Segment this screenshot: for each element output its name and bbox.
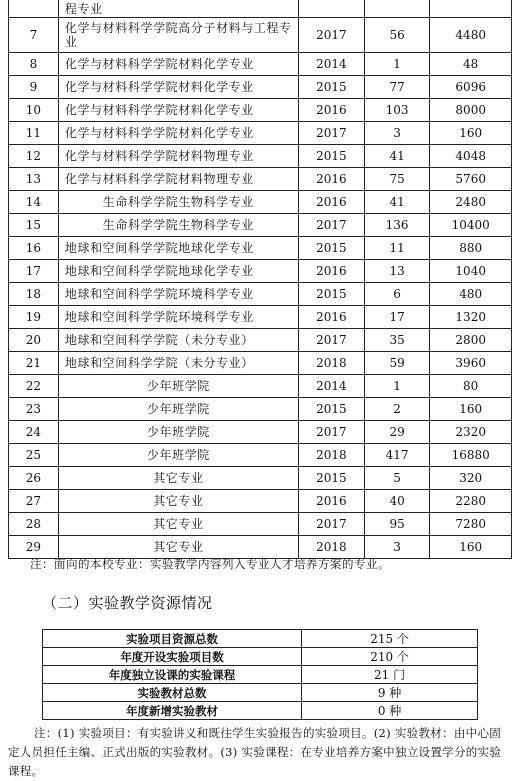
cell-hours: 2480	[430, 191, 512, 214]
resource-row	[43, 630, 478, 648]
cell-hours: 160	[430, 536, 512, 559]
resource-value: 0 种	[302, 702, 478, 720]
cell-year: 2015	[298, 398, 364, 421]
cell-year: 2017	[298, 122, 364, 145]
resource-row	[43, 648, 478, 666]
cell-year: 2014	[298, 375, 364, 398]
cell-hours: 6096	[430, 76, 512, 99]
table-note: 注：面向的本校专业：实验教学内容列入专业人才培养方案的专业。	[30, 557, 390, 571]
table-row	[9, 18, 512, 53]
cell-no: 17	[9, 260, 59, 283]
cell-unit: 化学与材料科学学院材料化学专业	[58, 53, 298, 76]
cell-no: 10	[9, 99, 59, 122]
cell-unit: 少年班学院	[58, 398, 298, 421]
table-row	[9, 76, 512, 99]
cell-no: 7	[9, 18, 59, 53]
cell-year: 2016	[298, 168, 364, 191]
cell-unit: 少年班学院	[58, 444, 298, 467]
table-row	[9, 122, 512, 145]
cell-unit: 化学与材料科学学院材料化学专业	[58, 76, 298, 99]
cell-students: 13	[364, 260, 430, 283]
cell-students: 59	[364, 352, 430, 375]
table-row	[9, 444, 512, 467]
table-row	[9, 145, 512, 168]
cell-students: 56	[364, 18, 430, 53]
cell-students: 11	[364, 237, 430, 260]
cell-students: 3	[364, 122, 430, 145]
cell-hours: 4480	[430, 18, 512, 53]
cell-unit: 化学与材料科学学院高分子材料与工程专业	[58, 18, 298, 53]
cell-students: 29	[364, 421, 430, 444]
experiment-students-table	[8, 0, 512, 559]
cell-year: 2017	[298, 18, 364, 53]
cell-year: 2015	[298, 76, 364, 99]
cell-unit: 少年班学院	[58, 375, 298, 398]
cell-students: 1	[364, 53, 430, 76]
table-row-continued	[9, 0, 512, 18]
table-row	[9, 99, 512, 122]
table-row	[9, 375, 512, 398]
cell-year: 2015	[298, 283, 364, 306]
cell-students: 1	[364, 375, 430, 398]
resource-value: 210 个	[302, 648, 478, 666]
table-row	[9, 513, 512, 536]
cell-year: 2015	[298, 467, 364, 490]
cell-hours	[430, 0, 512, 18]
resource-value: 9 种	[302, 684, 478, 702]
cell-no: 28	[9, 513, 59, 536]
cell-year: 2016	[298, 306, 364, 329]
cell-hours: 2280	[430, 490, 512, 513]
resource-label: 实验项目资源总数	[43, 630, 302, 648]
cell-hours: 10400	[430, 214, 512, 237]
resource-label: 年度独立设课的实验课程	[43, 666, 302, 684]
footnote: 注：(1) 实验项目：有实验讲义和既往学生实验报告的实验项目。(2) 实验教材：由中心固定人员担任主编、正式出版的实验教材。(3) 实验课程：在专业培养方案中独立设置学分的实验课程。	[8, 726, 502, 778]
cell-unit: 其它专业	[58, 536, 298, 559]
cell-hours: 7280	[430, 513, 512, 536]
cell-no: 26	[9, 467, 59, 490]
table-row	[9, 352, 512, 375]
cell-students: 77	[364, 76, 430, 99]
table-row	[9, 398, 512, 421]
cell-students: 17	[364, 306, 430, 329]
cell-hours: 1040	[430, 260, 512, 283]
cell-hours: 160	[430, 398, 512, 421]
cell-hours: 160	[430, 122, 512, 145]
cell-no: 12	[9, 145, 59, 168]
cell-students: 35	[364, 329, 430, 352]
cell-students: 95	[364, 513, 430, 536]
cell-students: 3	[364, 536, 430, 559]
cell-unit: 生命科学学院生物科学专业	[58, 214, 298, 237]
cell-unit: 化学与材料科学学院材料化学专业	[58, 122, 298, 145]
cell-no: 11	[9, 122, 59, 145]
cell-hours: 320	[430, 467, 512, 490]
cell-students: 40	[364, 490, 430, 513]
table-row	[9, 53, 512, 76]
resource-row	[43, 702, 478, 720]
table-row	[9, 191, 512, 214]
cell-year: 2017	[298, 214, 364, 237]
resource-value: 21 门	[302, 666, 478, 684]
table-row	[9, 168, 512, 191]
cell-year: 2015	[298, 145, 364, 168]
cell-unit: 地球和空间科学学院环境科学专业	[58, 306, 298, 329]
cell-year: 2017	[298, 513, 364, 536]
cell-students: 103	[364, 99, 430, 122]
cell-year: 2016	[298, 191, 364, 214]
cell-students: 41	[364, 191, 430, 214]
cell-hours: 8000	[430, 99, 512, 122]
resource-label: 实验教材总数	[43, 684, 302, 702]
cell-no: 18	[9, 283, 59, 306]
resources-table	[42, 629, 478, 720]
cell-students: 75	[364, 168, 430, 191]
cell-year: 2016	[298, 99, 364, 122]
cell-no: 15	[9, 214, 59, 237]
table-row	[9, 214, 512, 237]
cell-unit: 地球和空间科学学院环境科学专业	[58, 283, 298, 306]
cell-no: 21	[9, 352, 59, 375]
cell-hours: 48	[430, 53, 512, 76]
cell-hours: 1320	[430, 306, 512, 329]
cell-no: 25	[9, 444, 59, 467]
cell-no: 29	[9, 536, 59, 559]
cell-unit: 化学与材料科学学院材料物理专业	[58, 168, 298, 191]
cell-no: 27	[9, 490, 59, 513]
cell-students: 136	[364, 214, 430, 237]
cell-hours: 80	[430, 375, 512, 398]
cell-hours: 4048	[430, 145, 512, 168]
cell-unit: 生命科学学院生物科学专业	[58, 191, 298, 214]
cell-unit: 其它专业	[58, 467, 298, 490]
cell-year: 2014	[298, 53, 364, 76]
table-row	[9, 490, 512, 513]
cell-hours: 5760	[430, 168, 512, 191]
cell-unit: 程专业	[58, 0, 298, 18]
resource-label: 年度新增实验教材	[43, 702, 302, 720]
resource-row	[43, 666, 478, 684]
cell-unit: 地球和空间科学学院（未分专业）	[58, 352, 298, 375]
cell-hours: 480	[430, 283, 512, 306]
cell-no: 13	[9, 168, 59, 191]
section-title: （二）实验教学资源情况	[42, 594, 213, 612]
cell-students: 41	[364, 145, 430, 168]
table-row	[9, 237, 512, 260]
table-row	[9, 467, 512, 490]
cell-no: 20	[9, 329, 59, 352]
cell-no	[9, 0, 59, 18]
cell-students: 2	[364, 398, 430, 421]
table-row	[9, 421, 512, 444]
cell-unit: 少年班学院	[58, 421, 298, 444]
resource-label: 年度开设实验项目数	[43, 648, 302, 666]
cell-no: 16	[9, 237, 59, 260]
cell-students: 5	[364, 467, 430, 490]
table-row	[9, 329, 512, 352]
cell-year: 2018	[298, 444, 364, 467]
cell-no: 14	[9, 191, 59, 214]
cell-year: 2018	[298, 536, 364, 559]
cell-year: 2015	[298, 237, 364, 260]
cell-unit: 化学与材料科学学院材料化学专业	[58, 99, 298, 122]
cell-year: 2016	[298, 490, 364, 513]
table-row	[9, 283, 512, 306]
cell-unit: 地球和空间科学学院地球化学专业	[58, 237, 298, 260]
cell-unit: 地球和空间科学学院地球化学专业	[58, 260, 298, 283]
cell-hours: 3960	[430, 352, 512, 375]
cell-unit: 其它专业	[58, 513, 298, 536]
cell-no: 8	[9, 53, 59, 76]
cell-year: 2017	[298, 421, 364, 444]
cell-no: 24	[9, 421, 59, 444]
cell-unit: 化学与材料科学学院材料物理专业	[58, 145, 298, 168]
resource-value: 215 个	[302, 630, 478, 648]
resource-row	[43, 684, 478, 702]
cell-hours: 2800	[430, 329, 512, 352]
cell-hours: 880	[430, 237, 512, 260]
cell-no: 23	[9, 398, 59, 421]
cell-unit: 其它专业	[58, 490, 298, 513]
cell-year: 2016	[298, 260, 364, 283]
cell-hours: 16880	[430, 444, 512, 467]
cell-year: 2017	[298, 329, 364, 352]
cell-year	[298, 0, 364, 18]
table-row	[9, 260, 512, 283]
cell-unit: 地球和空间科学学院（未分专业）	[58, 329, 298, 352]
cell-hours: 2320	[430, 421, 512, 444]
cell-students	[364, 0, 430, 18]
table-row	[9, 306, 512, 329]
cell-year: 2018	[298, 352, 364, 375]
cell-students: 417	[364, 444, 430, 467]
cell-students: 6	[364, 283, 430, 306]
cell-no: 22	[9, 375, 59, 398]
cell-no: 19	[9, 306, 59, 329]
cell-no: 9	[9, 76, 59, 99]
